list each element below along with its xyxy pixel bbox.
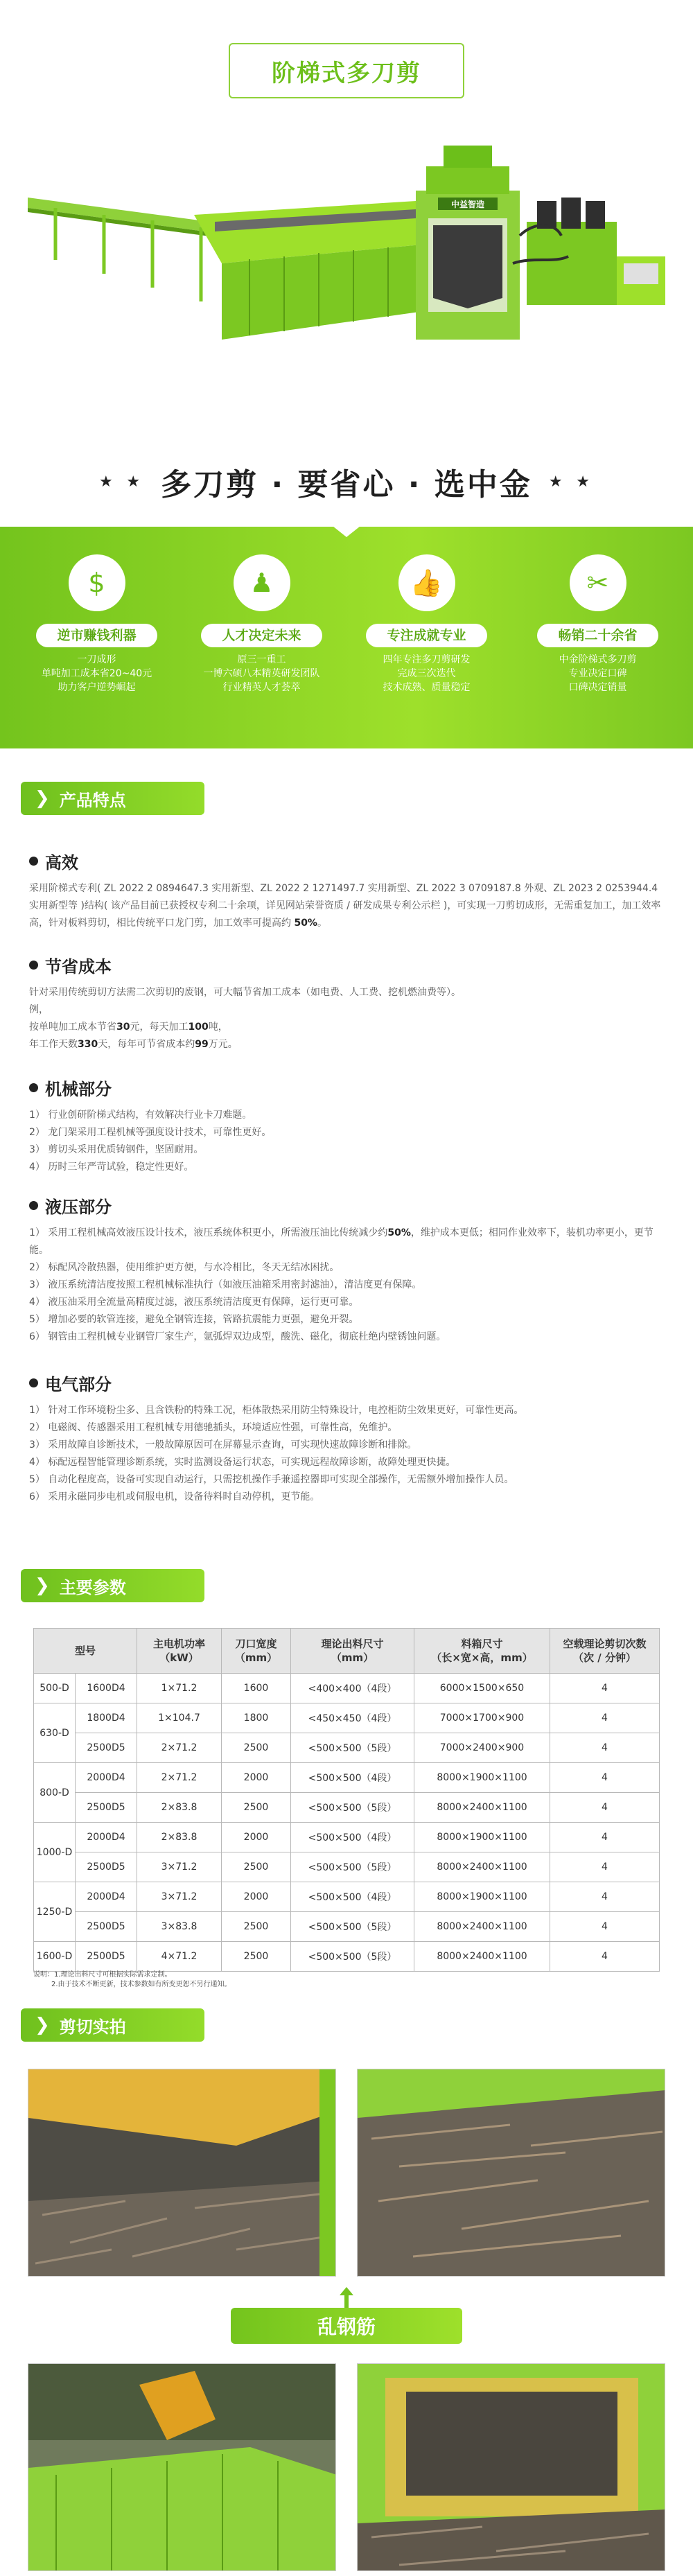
table-cell: 4	[550, 1733, 660, 1763]
table-note	[33, 1970, 231, 1990]
table-cell: 3×83.8	[137, 1912, 222, 1942]
feature-desc: 单吨加工成本省20~40元	[41, 668, 152, 679]
table-cell: 8000×2400×1100	[414, 1942, 550, 1972]
section-title: 主要参数	[59, 1577, 126, 1597]
table-row	[34, 1703, 660, 1733]
table-cell: 1800D4	[76, 1703, 137, 1733]
list-item: 2） 龙门架采用工程机械等强度设计技术，可靠性更好。	[29, 1127, 272, 1138]
section-header-params	[21, 1569, 204, 1602]
note-line: 2.由于技术不断更新，技术参数如有所变更恕不另行通知。	[51, 1981, 231, 1988]
section-title: 剪切实拍	[59, 2017, 126, 2037]
list-item: 6） 钢管由工程机械专业钢管厂家生产，氩弧焊双边成型，酸洗、磁化，彻底杜绝内壁锈蚀问题。	[29, 1331, 446, 1342]
table-cell: 8000×1900×1100	[414, 1763, 550, 1793]
table-cell: <500×500（5段）	[291, 1852, 414, 1882]
table-cell: 3×71.2	[137, 1882, 222, 1912]
section-title: 产品特点	[59, 790, 126, 810]
table-cell: 2000	[222, 1763, 291, 1793]
note-line: 说明：1.理论出料尺寸可根据实际需求定制。	[33, 1971, 172, 1979]
page-title: 阶梯式多刀剪	[229, 43, 464, 98]
table-cell: 4	[550, 1703, 660, 1733]
table-cell: 3×71.2	[137, 1852, 222, 1882]
chevron-right-icon: ❯	[35, 1575, 50, 1596]
table-cell: 8000×2400×1100	[414, 1793, 550, 1823]
model-cell: 630-D	[34, 1703, 76, 1763]
table-cell: <500×500（5段）	[291, 1912, 414, 1942]
table-cell: <400×400（4段）	[291, 1674, 414, 1703]
table-cell: 2000	[222, 1882, 291, 1912]
list-item: 3） 液压系统清洁度按照工程机械标准执行（如液压油箱采用密封滤油），清洁度更有保障。	[29, 1279, 422, 1290]
table-cell: 1600D4	[76, 1674, 137, 1703]
feature-desc: 行业精英人才荟萃	[222, 682, 301, 693]
column-header: 型号	[34, 1629, 137, 1674]
list-item: 3） 剪切头采用优质铸钢件，坚固耐用。	[29, 1144, 204, 1155]
band-notch	[333, 526, 360, 537]
block-heading: 机械部分	[45, 1080, 112, 1099]
material-tag: 乱钢筋	[231, 2308, 462, 2344]
list-item: 1） 针对工作环境粉尘多、且含铁粉的特殊工况，柜体散热采用防尘特殊设计，电控柜防尘效果更好，可靠性更高。	[29, 1405, 524, 1416]
table-cell: 2×83.8	[137, 1793, 222, 1823]
bullet-dot-icon	[29, 857, 38, 866]
table-cell: 2000D4	[76, 1763, 137, 1793]
table-cell: 2500D5	[76, 1793, 137, 1823]
table-row	[34, 1942, 660, 1972]
cost-text: 按单吨加工成本节省30元，每天加工100吨，	[29, 1022, 228, 1033]
table-row	[34, 1733, 660, 1763]
table-cell: 4	[550, 1942, 660, 1972]
table-cell: 1×71.2	[137, 1674, 222, 1703]
list-item: 2） 电磁阀、传感器采用工程机械专用德驰插头，环境适应性强，可靠性高，免维护。	[29, 1422, 398, 1433]
table-cell: 1×104.7	[137, 1703, 222, 1733]
table-cell: 2500	[222, 1912, 291, 1942]
column-header: 刀口宽度 （mm）	[222, 1629, 291, 1674]
mechanical-block	[29, 1076, 667, 1176]
list-item: 1） 行业创研阶梯式结构，有效解决行业卡刀难题。	[29, 1110, 252, 1121]
feature-band	[0, 527, 693, 748]
feature-desc: 中金阶梯式多刀剪	[559, 654, 637, 665]
block-heading: 节省成本	[45, 957, 112, 976]
table-cell: 2500	[222, 1852, 291, 1882]
table-row	[34, 1852, 660, 1882]
electrical-block	[29, 1371, 667, 1506]
table-cell: <500×500（5段）	[291, 1733, 414, 1763]
table-cell: 2500D5	[76, 1942, 137, 1972]
feature-label: 逆市赚钱利器	[36, 624, 157, 647]
table-cell: <500×500（5段）	[291, 1793, 414, 1823]
block-heading: 液压部分	[45, 1198, 112, 1217]
column-header: 料箱尺寸 （长×宽×高，mm）	[414, 1629, 550, 1674]
table-cell: 2500	[222, 1793, 291, 1823]
table-cell: 8000×2400×1100	[414, 1912, 550, 1942]
table-cell: 4	[550, 1763, 660, 1793]
feature-desc: 原三一重工	[237, 654, 286, 665]
column-header: 主电机功率 （kW）	[137, 1629, 222, 1674]
feature-card-profit	[33, 554, 161, 693]
model-cell: 800-D	[34, 1763, 76, 1823]
shear-photo-4	[357, 2363, 665, 2571]
table-cell: <500×500（5段）	[291, 1942, 414, 1972]
feature-desc: 一刀成形	[77, 654, 116, 665]
efficiency-text: 采用阶梯式专利( ZL 2022 2 0894647.3 实用新型、ZL 2022 2 1271497.7 实用新型、ZL 2022 3 0709187.8 外观、ZL 2023 2 0253944.4 实用新型等 )结构( 该产品目前已获授权专利二十余项，详见网站荣誉资质 / 研发成果专利公示栏 )，可实现一刀剪切成形，无需重复加工，加工效率高，针对板料剪切，相比传统平口龙门剪，加工效率可提高约 50%。	[29, 883, 661, 929]
table-cell: 4	[550, 1882, 660, 1912]
table-row	[34, 1882, 660, 1912]
star-deco-right: ★ ★	[548, 473, 594, 491]
feature-desc: 助力客户逆势崛起	[58, 682, 136, 693]
model-cell: 1250-D	[34, 1882, 76, 1942]
table-cell: 7000×1700×900	[414, 1703, 550, 1733]
table-cell: <500×500（4段）	[291, 1882, 414, 1912]
table-cell: 2×71.2	[137, 1733, 222, 1763]
column-header: 空载理论剪切次数 （次 / 分钟）	[550, 1629, 660, 1674]
table-cell: 2500D5	[76, 1733, 137, 1763]
chevron-right-icon: ❯	[35, 2015, 50, 2035]
table-cell: 2000D4	[76, 1882, 137, 1912]
model-cell: 500-D	[34, 1674, 76, 1703]
bullet-dot-icon	[29, 961, 38, 970]
section-header-features	[21, 782, 204, 815]
money-bag-icon: $	[69, 554, 125, 611]
list-item: 5） 自动化程度高，设备可实现自动运行，只需挖机操作手兼遥控器即可实现全部操作，无需额外增加操作人员。	[29, 1474, 514, 1485]
table-row	[34, 1674, 660, 1703]
machine-brand-label: 中益智造	[450, 200, 485, 209]
model-cell: 1000-D	[34, 1823, 76, 1882]
table-cell: 4	[550, 1674, 660, 1703]
spec-table	[33, 1628, 660, 1972]
feature-label: 畅销二十余省	[537, 624, 658, 647]
feature-desc: 技术成熟、质量稳定	[383, 682, 471, 693]
feature-desc: 口碑决定销量	[568, 682, 627, 693]
table-row	[34, 1793, 660, 1823]
table-row	[34, 1823, 660, 1852]
list-item: 6） 采用永磁同步电机或伺服电机，设备待料时自动停机，更节能。	[29, 1491, 320, 1502]
table-cell: 4	[550, 1823, 660, 1852]
feature-desc: 完成三次迭代	[397, 668, 456, 679]
bullet-dot-icon	[29, 1083, 38, 1092]
crocodile-shear-icon: ✂	[570, 554, 626, 611]
feature-desc: 四年专注多刀剪研发	[383, 654, 471, 665]
table-cell: 2500D5	[76, 1912, 137, 1942]
bullet-dot-icon	[29, 1201, 38, 1210]
block-heading: 电气部分	[45, 1375, 112, 1394]
table-cell: 1800	[222, 1703, 291, 1733]
shear-photo-3	[28, 2363, 336, 2571]
table-cell: 4	[550, 1793, 660, 1823]
table-cell: 2500	[222, 1942, 291, 1972]
feature-desc: 专业决定口碑	[568, 668, 627, 679]
table-row	[34, 1763, 660, 1793]
chevron-right-icon: ❯	[35, 788, 50, 809]
table-cell: 2500	[222, 1733, 291, 1763]
feature-card-talent	[198, 554, 326, 693]
table-cell: 2000D4	[76, 1823, 137, 1852]
table-cell: <500×500（4段）	[291, 1763, 414, 1793]
table-cell: 8000×1900×1100	[414, 1823, 550, 1852]
efficiency-block	[29, 849, 667, 932]
team-icon: ♟	[234, 554, 290, 611]
table-cell: 8000×2400×1100	[414, 1852, 550, 1882]
table-cell: 4×71.2	[137, 1942, 222, 1972]
feature-label: 人才决定未来	[201, 624, 322, 647]
arrow-up-icon	[340, 2287, 353, 2308]
table-cell: 7000×2400×900	[414, 1733, 550, 1763]
list-item: 5） 增加必要的软管连接，避免全钢管连接，管路抗震能力更强，避免开裂。	[29, 1314, 359, 1325]
column-header: 理论出料尺寸 （mm）	[291, 1629, 414, 1674]
model-cell: 1600-D	[34, 1942, 76, 1972]
list-item: 4） 液压油采用全流量高精度过滤，液压系统清洁度更有保障，运行更可靠。	[29, 1297, 359, 1308]
table-cell: 8000×1900×1100	[414, 1882, 550, 1912]
shear-photo-2	[357, 2069, 665, 2277]
feature-card-sales	[534, 554, 662, 693]
list-item: 2） 标配风冷散热器，使用维护更方便，与水冷相比，冬天无结冰困扰。	[29, 1262, 340, 1273]
table-cell: 4	[550, 1912, 660, 1942]
table-header-row	[34, 1629, 660, 1674]
list-item: 1） 采用工程机械高效液压设计技术，液压系统体积更小，所需液压油比传统减少约50%，维护成本更低；相同作业效率下，装机功率更小，更节能。	[29, 1227, 653, 1256]
block-heading: 高效	[45, 853, 78, 873]
slogan-text: 多刀剪 · 要省心 · 选中金	[161, 467, 532, 502]
slogan	[0, 450, 693, 513]
cost-text: 针对采用传统剪切方法需二次剪切的废钢，可大幅节省加工成本（如电费、人工费、挖机燃油费等）。	[29, 987, 461, 998]
machine-illustration	[28, 139, 672, 367]
table-row	[34, 1912, 660, 1942]
cost-text: 例，	[29, 1004, 49, 1015]
list-item: 4） 历时三年严苛试验，稳定性更好。	[29, 1162, 194, 1173]
list-item: 3） 采用故障自诊断技术，一般故障原因可在屏幕显示查询，可实现快速故障诊断和排除。	[29, 1439, 417, 1451]
cost-text: 年工作天数330天，每年可节省成本约99万元。	[29, 1039, 238, 1050]
table-cell: 1600	[222, 1674, 291, 1703]
cost-block	[29, 953, 667, 1053]
table-cell: 4	[550, 1852, 660, 1882]
table-cell: 6000×1500×650	[414, 1674, 550, 1703]
bullet-dot-icon	[29, 1378, 38, 1387]
table-cell: <450×450（4段）	[291, 1703, 414, 1733]
section-header-photos	[21, 2008, 204, 2042]
table-cell: 2×83.8	[137, 1823, 222, 1852]
feature-label: 专注成就专业	[366, 624, 487, 647]
table-cell: 2000	[222, 1823, 291, 1852]
list-item: 4） 标配远程智能管理诊断系统，实时监测设备运行状态，可实现远程故障诊断，故障处理更快捷。	[29, 1457, 456, 1468]
hydraulic-block	[29, 1193, 667, 1346]
feature-desc: 一博六硕八本精英研发团队	[203, 668, 320, 679]
table-cell: <500×500（4段）	[291, 1823, 414, 1852]
star-deco-left: ★ ★	[99, 473, 145, 491]
feature-card-focus	[362, 554, 491, 693]
shear-photo-1	[28, 2069, 336, 2277]
table-cell: 2×71.2	[137, 1763, 222, 1793]
thumbs-up-icon: 👍	[398, 554, 455, 611]
table-cell: 2500D5	[76, 1852, 137, 1882]
